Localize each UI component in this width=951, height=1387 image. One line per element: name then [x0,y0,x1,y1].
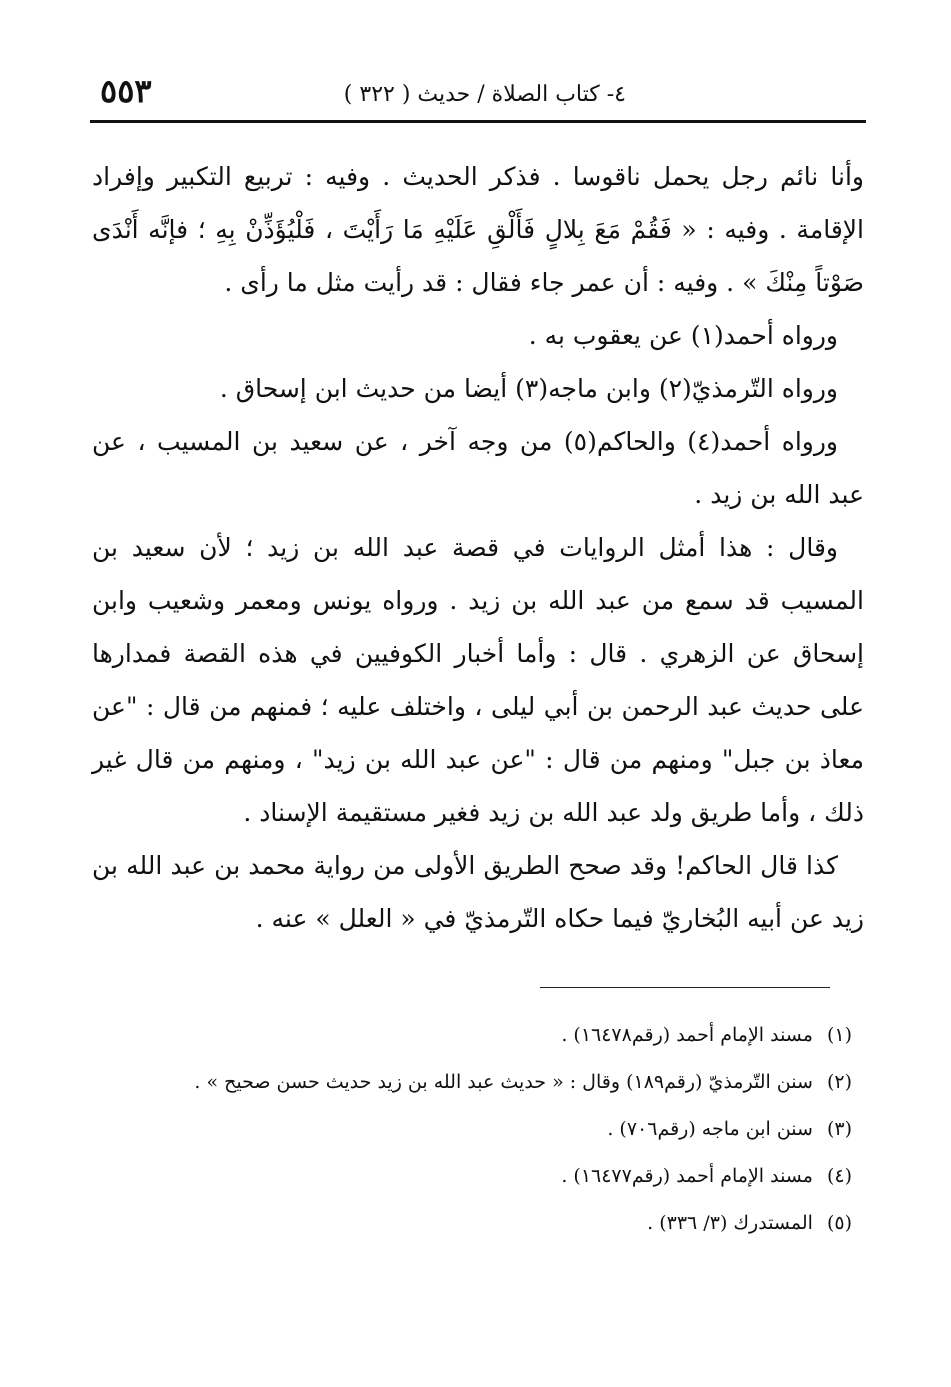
footnote-number: (٤) [826,1165,852,1187]
header-rule [90,120,866,123]
footnote-separator [540,987,830,988]
paragraph: وأنا نائم رجل يحمل ناقوسا . فذكر الحديث . وفيه : تربيع التكبير وإفراد الإقامة . وفيه : « فَقُمْ مَعَ بِلالٍ فَأَلْقِ عَلَيْهِ مَا رَأَيْتَ ، فَلْيُؤَذِّنْ بِهِ ؛ فإنَّه أَنْدَى صَوْتاً مِنْكَ » . وفيه : أن عمر جاء فقال : قد رأيت مثل ما رأى . [92,162,864,297]
footnote [100,1012,852,1059]
paragraph: ورواه التّرمذيّ(٢) وابن ماجه(٣) أيضا من حديث ابن إسحاق . [219,374,838,403]
footnote [100,1153,852,1200]
paragraph: وقال : هذا أمثل الروايات في قصة عبد الله بن زيد ؛ لأن سعيد بن المسيب قد سمع من عبد الله بن زيد . ورواه يونس ومعمر وشعيب وابن إسحاق عن الزهري . قال : وأما أخبار الكوفيين في هذه القصة فمدارها على حديث عبد الرحمن بن أبي ليلى ، واختلف عليه ؛ فمنهم من قال : "عن معاذ بن جبل" ومنهم من قال : "عن عبد الله بن زيد" ، ومنهم من قال غير ذلك ، وأما طريق ولد عبد الله بن زيد فغير مستقيمة الإسناد . [92,533,864,827]
page-header [88,70,866,118]
footnotes [100,1012,852,1247]
running-title: ٤- كتاب الصلاة / حديث ( ٣٢٢ ) [343,82,626,107]
footnote-number: (٥) [826,1212,852,1234]
footnote-number: (٣) [826,1118,852,1140]
footnote [100,1059,852,1106]
footnote-text: سنن ابن ماجه (رقم٧٠٦) . [607,1118,813,1140]
footnote-text: المستدرك (٣/ ٣٣٦) . [647,1212,813,1234]
footnote-number: (١) [826,1024,852,1046]
paragraph: ورواه أحمد(٤) والحاكم(٥) من وجه آخر ، عن سعيد بن المسيب ، عن عبد الله بن زيد . [92,427,864,509]
paragraph: كذا قال الحاكم! وقد صحح الطريق الأولى من رواية محمد بن عبد الله بن زيد عن أبيه البُخاريّ فيما حكاه التّرمذيّ في « العلل » عنه . [92,851,864,933]
paragraph: ورواه أحمد(١) عن يعقوب به . [528,321,838,350]
footnote-number: (٢) [826,1071,852,1093]
footnote-text: سنن التّرمذيّ (رقم١٨٩) وقال : « حديث عبد الله بن زيد حديث حسن صحيح » . [194,1071,813,1093]
footnote [100,1200,852,1247]
footnote [100,1106,852,1153]
footnote-text: مسند الإمام أحمد (رقم١٦٤٧٧) . [561,1165,813,1187]
footnote-text: مسند الإمام أحمد (رقم١٦٤٧٨) . [561,1024,813,1046]
main-text [92,150,864,945]
page-number: ٥٥٣ [100,72,152,110]
